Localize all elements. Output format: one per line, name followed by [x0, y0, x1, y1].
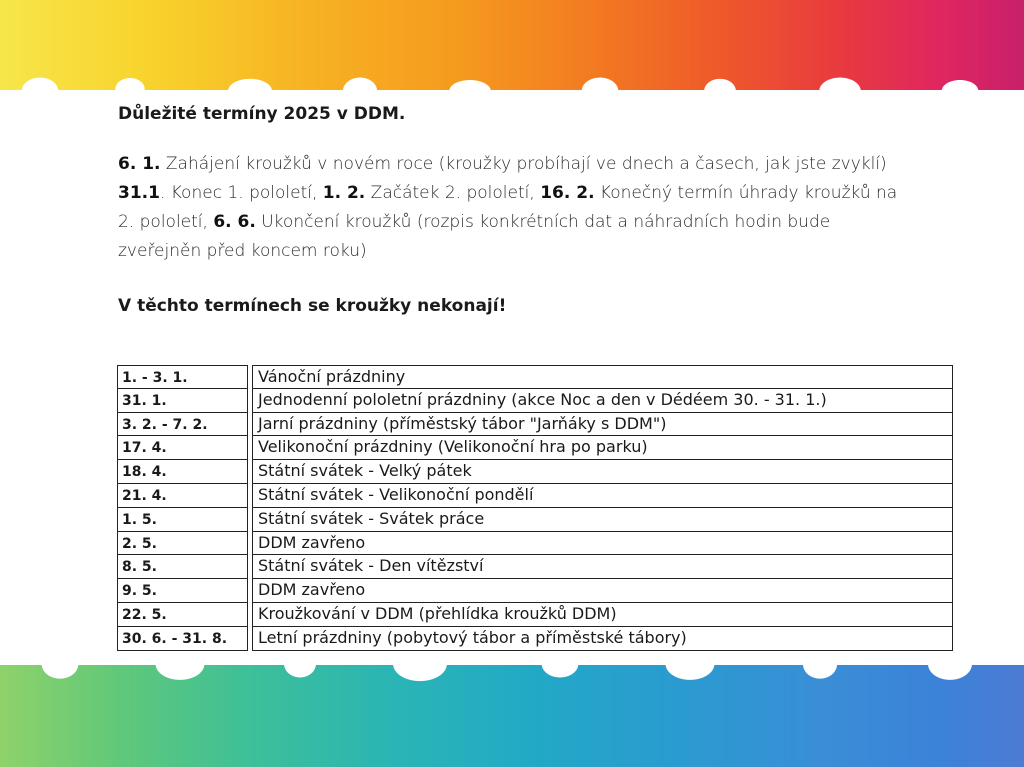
date-cell: 2. 5.: [117, 532, 248, 556]
description-cell: Státní svátek - Velký pátek: [252, 460, 953, 484]
term-date: 16. 2.: [540, 183, 595, 203]
date-cell: 9. 5.: [117, 579, 248, 603]
term-text: Začátek 2. pololetí,: [365, 183, 541, 203]
date-cell: 3. 2. - 7. 2.: [117, 413, 248, 437]
description-cell: Jarní prázdniny (příměstský tábor "Jarňáky s DDM"): [252, 413, 953, 437]
date-cell: 8. 5.: [117, 555, 248, 579]
term-text: Konečný termín úhrady kroužků na 2. pololetí,: [118, 183, 898, 232]
description-cell: Velikonoční prázdniny (Velikonoční hra po parku): [252, 436, 953, 460]
term-date: 31.1: [118, 183, 160, 203]
date-cell: 31. 1.: [117, 389, 248, 413]
term-text: Zahájení kroužků v novém roce (kroužky probíhají ve dnech a časech, jak jste zvyklí): [160, 154, 887, 174]
section-heading: V těchto termínech se kroužky nekonají!: [118, 296, 507, 316]
term-date: 1. 2.: [322, 183, 366, 203]
table-row: [117, 579, 953, 603]
description-cell: Státní svátek - Den vítězství: [252, 555, 953, 579]
date-cell: 17. 4.: [117, 436, 248, 460]
date-cell: 18. 4.: [117, 460, 248, 484]
description-cell: DDM zavřeno: [252, 532, 953, 556]
page-title: Důležité termíny 2025 v DDM.: [118, 104, 406, 124]
document-content: [118, 102, 918, 318]
date-cell: 1. 5.: [117, 508, 248, 532]
closures-table: [117, 365, 953, 651]
description-cell: Státní svátek - Svátek práce: [252, 508, 953, 532]
watercolor-banner-bottom: [0, 665, 1024, 767]
table-row: [117, 603, 953, 627]
table-row: [117, 508, 953, 532]
watercolor-banner-top: [0, 0, 1024, 90]
description-cell: Letní prázdniny (pobytový tábor a příměstské tábory): [252, 627, 953, 651]
table-row: [117, 460, 953, 484]
description-cell: Státní svátek - Velikonoční pondělí: [252, 484, 953, 508]
description-cell: Kroužkování v DDM (přehlídka kroužků DDM): [252, 603, 953, 627]
table-row: [117, 532, 953, 556]
table-row: [117, 413, 953, 437]
description-cell: Jednodenní pololetní prázdniny (akce Noc a den v Dédéem 30. - 31. 1.): [252, 389, 953, 413]
table-row: [117, 555, 953, 579]
table-row: [117, 389, 953, 413]
description-cell: DDM zavřeno: [252, 579, 953, 603]
date-cell: 1. - 3. 1.: [117, 365, 248, 389]
term-text: . Konec 1. pololetí,: [159, 183, 323, 203]
description-cell: Vánoční prázdniny: [252, 365, 953, 389]
table-row: [117, 436, 953, 460]
date-cell: 22. 5.: [117, 603, 248, 627]
table-row: [117, 365, 953, 389]
term-text: Ukončení kroužků (rozpis konkrétních dat a náhradních hodin bude zveřejněn před koncem roku): [118, 212, 831, 261]
date-cell: 21. 4.: [117, 484, 248, 508]
term-date: 6. 1.: [118, 154, 161, 174]
terms-paragraph: [118, 150, 918, 266]
term-date: 6. 6.: [213, 212, 256, 232]
table-row: [117, 627, 953, 651]
date-cell: 30. 6. - 31. 8.: [117, 627, 248, 651]
table-row: [117, 484, 953, 508]
